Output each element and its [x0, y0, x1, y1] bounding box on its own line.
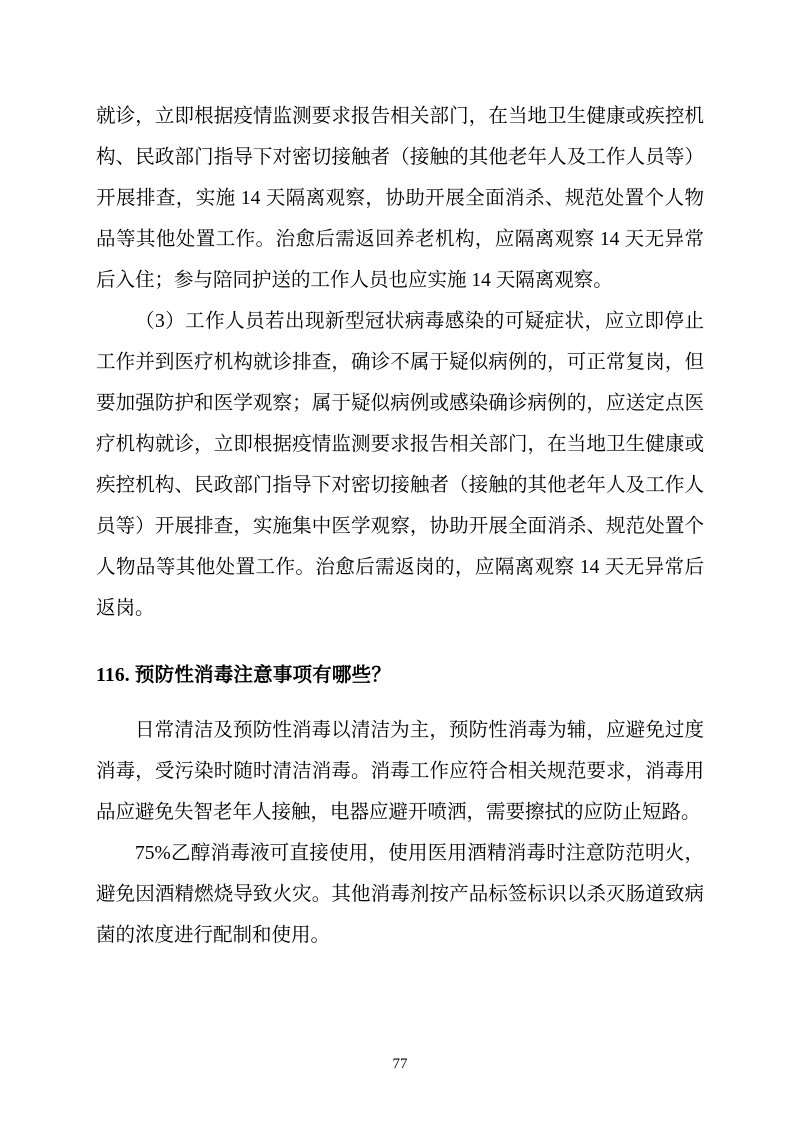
paragraph-item-3: （3）工作人员若出现新型冠状病毒感染的可疑症状，应立即停止工作并到医疗机构就诊排查，确诊不属于疑似病例的，可正常复岗，但要加强防护和医学观察；属于疑似病例或感染确诊病例的，应送定点医疗机构就诊，立即根据疫情监测要求报告相关部门，在当地卫生健康或疾控机构、民政部门指导下对密切接触者（接触的其他老年人及工作人员等）开展排查，实施集中医学观察，协助开展全面消杀、规范处置个人物品等其他处置工作。治愈后需返岗的，应隔离观察 14 天无异常后返岗。 [96, 311, 704, 619]
paragraph-daily-cleaning: 日常清洁及预防性消毒以清洁为主，预防性消毒为辅，应避免过度消毒，受污染时随时清洁消毒。消毒工作应符合相关规范要求，消毒用品应避免失智老年人接触，电器应避开喷洒，需要擦拭的应防止短路。 [96, 720, 704, 823]
paragraph-alcohol-disinfectant: 75%乙醇消毒液可直接使用，使用医用酒精消毒时注意防范明火，避免因酒精燃烧导致火灾。其他消毒剂按产品标签标识以杀灭肠道致病菌的浓度进行配制和使用。 [96, 843, 704, 946]
page-number: 77 [392, 1056, 408, 1072]
paragraph-continuation: 就诊，立即根据疫情监测要求报告相关部门，在当地卫生健康或疾控机构、民政部门指导下对密切接触者（接触的其他老年人及工作人员等）开展排查，实施 14 天隔离观察，协助开展全面消杀、规范处置个人物品等其他处置工作。治愈后需返回养老机构，应隔离观察 14 天无异常后入住；参与陪同护送的工作人员也应实施 14 天隔离观察。 [96, 106, 704, 291]
section-heading: 116. 预防性消毒注意事项有哪些？ [96, 665, 392, 686]
document-body [96, 96, 704, 956]
